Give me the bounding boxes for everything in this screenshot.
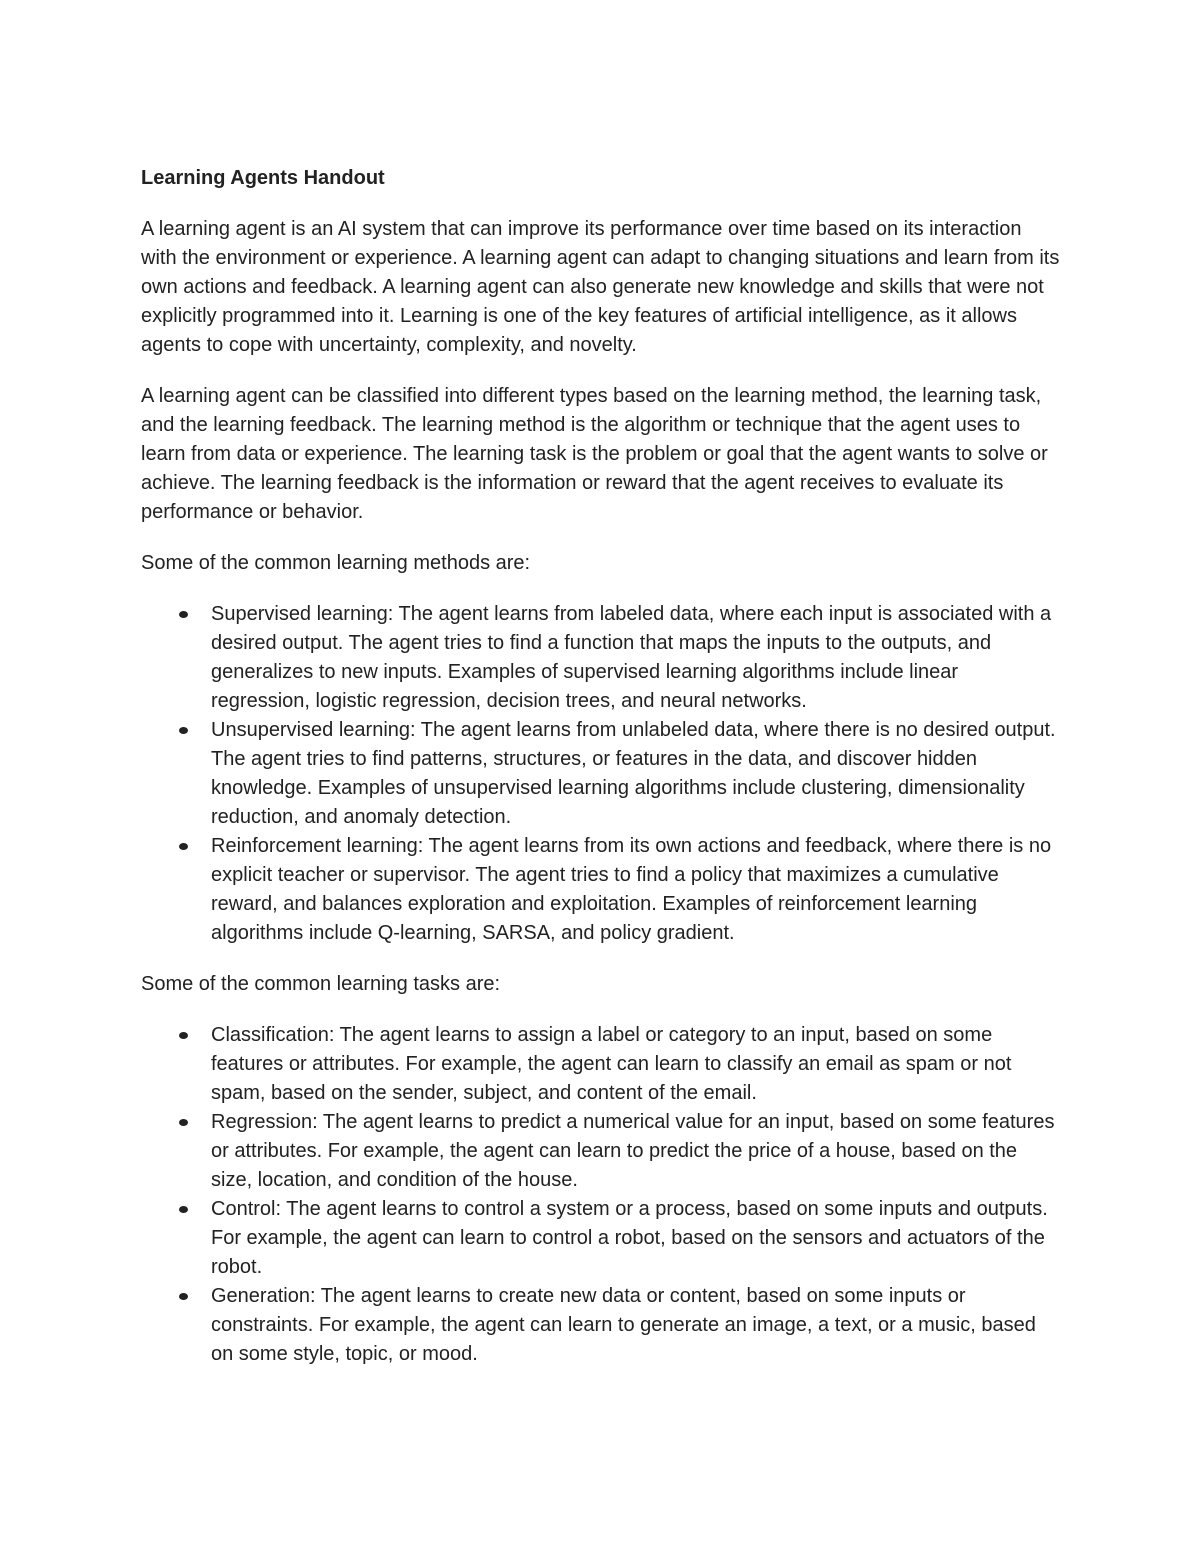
methods-intro: Some of the common learning methods are:	[141, 552, 531, 574]
list-item	[141, 832, 1061, 948]
list-item-text: Control: The agent learns to control a system or a process, based on some inputs and outputs. For example, the agent can learn to control a robot, based on the sensors and actuators of the robot.	[211, 1198, 1048, 1278]
bullet-icon	[179, 1119, 188, 1126]
list-item-text: Generation: The agent learns to create new data or content, based on some inputs or constraints. For example, the agent can learn to generate an image, a text, or a music, based on some style, topic, or mood.	[211, 1285, 1036, 1365]
document-title: Learning Agents Handout	[141, 167, 385, 189]
document-page	[141, 164, 1061, 1391]
bullet-icon	[179, 727, 188, 734]
list-item	[141, 1282, 1061, 1369]
list-item-text: Supervised learning: The agent learns from labeled data, where each input is associated with a desired output. The agent tries to find a function that maps the inputs to the outputs, and generalizes to new inputs. Examples of supervised learning algorithms include linear regression, logistic regression, decision trees, and neural networks.	[211, 603, 1052, 712]
intro-paragraph: A learning agent is an AI system that can improve its performance over time based on its interaction with the environment or experience. A learning agent can adapt to changing situations and learn from its own actions and feedback. A learning agent can also generate new knowledge and skills that were not explicitly programmed into it. Learning is one of the key features of artificial intelligence, as it allows agents to cope with uncertainty, complexity, and novelty.	[141, 218, 1060, 356]
list-item-text: Classification: The agent learns to assign a label or category to an input, based on some features or attributes. For example, the agent can learn to classify an email as spam or not spam, based on the sender, subject, and content of the email.	[211, 1024, 1012, 1104]
list-item	[141, 1195, 1061, 1282]
list-item	[141, 716, 1061, 832]
list-item-text: Regression: The agent learns to predict a numerical value for an input, based on some features or attributes. For example, the agent can learn to predict the price of a house, based on the size, location, and condition of the house.	[211, 1111, 1055, 1191]
bullet-icon	[179, 843, 188, 850]
list-item	[141, 600, 1061, 716]
bullet-icon	[179, 1293, 188, 1300]
tasks-intro: Some of the common learning tasks are:	[141, 973, 501, 995]
tasks-list	[141, 1021, 1061, 1369]
methods-list	[141, 600, 1061, 948]
list-item-text: Reinforcement learning: The agent learns from its own actions and feedback, where there is no explicit teacher or supervisor. The agent tries to find a policy that maximizes a cumulative reward, and balances exploration and exploitation. Examples of reinforcement learning algorithms include Q-learning, SARSA, and policy gradient.	[211, 835, 1052, 944]
list-item-text: Unsupervised learning: The agent learns from unlabeled data, where there is no desired output. The agent tries to find patterns, structures, or features in the data, and discover hidden knowledge. Examples of unsupervised learning algorithms include clustering, dimensionality reduction, and anomaly detection.	[211, 719, 1056, 828]
list-item	[141, 1021, 1061, 1108]
list-item	[141, 1108, 1061, 1195]
bullet-icon	[179, 611, 188, 618]
bullet-icon	[179, 1032, 188, 1039]
classification-paragraph: A learning agent can be classified into different types based on the learning method, the learning task, and the learning feedback. The learning method is the algorithm or technique that the agent uses to learn from data or experience. The learning task is the problem or goal that the agent wants to solve or achieve. The learning feedback is the information or reward that the agent receives to evaluate its performance or behavior.	[141, 385, 1048, 523]
bullet-icon	[179, 1206, 188, 1213]
